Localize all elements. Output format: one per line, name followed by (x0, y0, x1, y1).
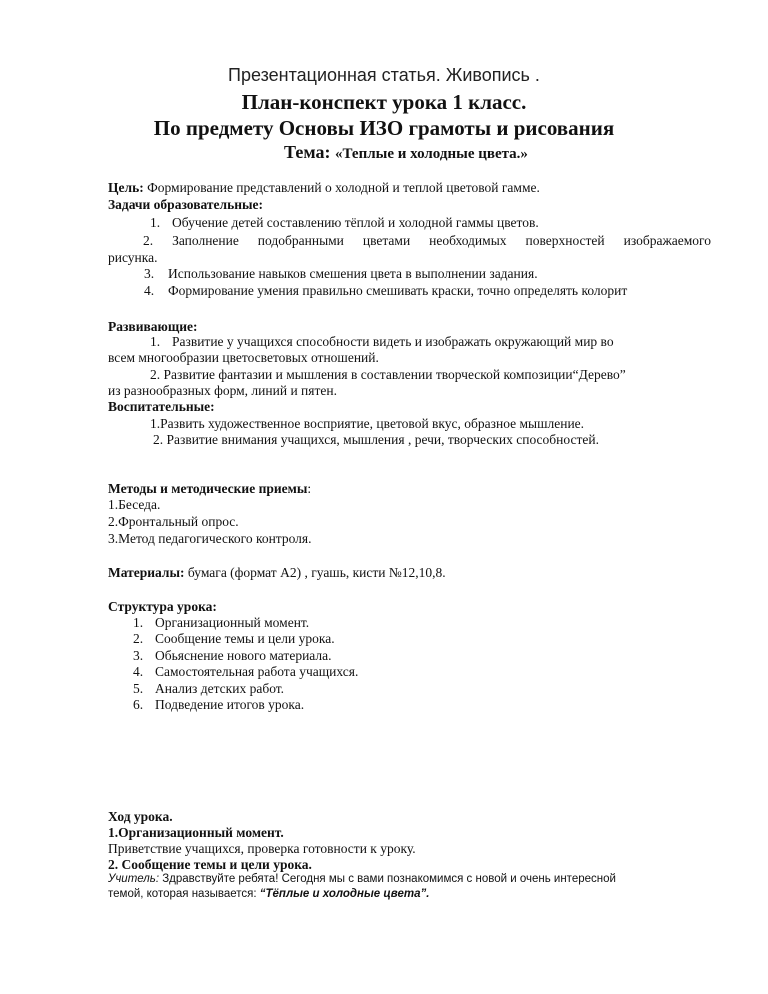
upbringing-heading: Воспитательные: (108, 399, 215, 414)
course-step-1-heading: 1.Организационный момент. (108, 825, 284, 840)
methods-heading: Методы и методические приемы: (108, 481, 312, 496)
goal-line (108, 179, 540, 196)
course-heading: Ход урока. (108, 809, 173, 824)
materials-line (108, 564, 446, 581)
methods-item-2: 2.Фронтальный опрос. (108, 514, 239, 529)
list-item: 5. Анализ детских работ. (133, 681, 285, 696)
goal-label: Цель: (108, 180, 144, 195)
developing-item-1-line-2: всем многообразии цветосветовых отношений. (108, 350, 379, 365)
list-item: 2. Сообщение темы и цели урока. (133, 631, 335, 646)
educational-item-4: 4. Формирование умения правильно смешивать краски, точно определять колорит (144, 283, 628, 298)
structure-heading: Структура урока: (108, 599, 217, 614)
course-step-1-text: Приветствие учащихся, проверка готовности к уроку. (108, 841, 416, 856)
educational-item-2-line-2: рисунка. (108, 250, 158, 265)
upbringing-item-2: 2. Развитие внимания учащихся, мышления , речи, творческих способностей. (153, 432, 599, 447)
title-line-1: План-конспект урока 1 класс. (241, 90, 527, 114)
developing-item-1-line-1: 1. Развитие у учащихся способности видеть и изображать окружающий мир во (150, 334, 614, 349)
methods-item-1: 1.Беседа. (108, 497, 161, 512)
upbringing-item-1: 1.Развить художественное восприятие, цветовой вкус, образное мышление. (150, 416, 585, 431)
theme-label: Тема: (284, 142, 331, 162)
teacher-line-2: темой, которая называется: “Тёплые и холодные цвета”. (108, 888, 430, 900)
educational-item-3: 3. Использование навыков смешения цвета в выполнении задания. (144, 266, 538, 281)
materials-label: Материалы: (108, 565, 185, 580)
theme-line (0, 141, 768, 165)
list-item: 4. Самостоятельная работа учащихся. (133, 664, 359, 679)
teacher-label: Учитель: (108, 873, 160, 885)
theme-value: «Теплые и холодные цвета.» (335, 146, 528, 162)
teacher-line-1: Учитель: Здравствуйте ребята! Сегодня мы с вами познакомимся с новой и очень интересной (108, 873, 616, 885)
list-item: 1. Организационный момент. (133, 615, 310, 630)
developing-heading: Развивающие: (108, 319, 198, 334)
educational-item-2-line-1: 2. Заполнение подобранными цветами необходимых поверхностей изображаемого (143, 233, 711, 248)
list-item: 6. Подведение итогов урока. (133, 697, 305, 712)
educational-heading: Задачи образовательные: (108, 197, 264, 212)
educational-item-1: 1. Обучение детей составлению тёплой и холодной гаммы цветов. (150, 215, 539, 230)
document-subtitle: Презентационная статья. Живопись . (228, 65, 540, 85)
goal-text: Формирование представлений о холодной и теплой цветовой гамме. (147, 180, 540, 195)
developing-item-2-line-2: из разнообразных форм, линий и пятен. (108, 383, 337, 398)
title-line-2: По предмету Основы ИЗО грамоты и рисования (153, 116, 615, 140)
materials-text: бумага (формат А2) , гуашь, кисти №12,10,8. (184, 565, 446, 580)
methods-item-3: 3.Метод педагогического контроля. (108, 531, 312, 546)
list-item: 3. Обьяснение нового материала. (133, 648, 332, 663)
lesson-topic: “Тёплые и холодные цвета”. (259, 888, 430, 900)
developing-item-2-line-1: 2. Развитие фантазии и мышления в составлении творческой композиции“Дерево” (150, 367, 626, 382)
course-step-2-heading: 2. Сообщение темы и цели урока. (108, 857, 312, 872)
